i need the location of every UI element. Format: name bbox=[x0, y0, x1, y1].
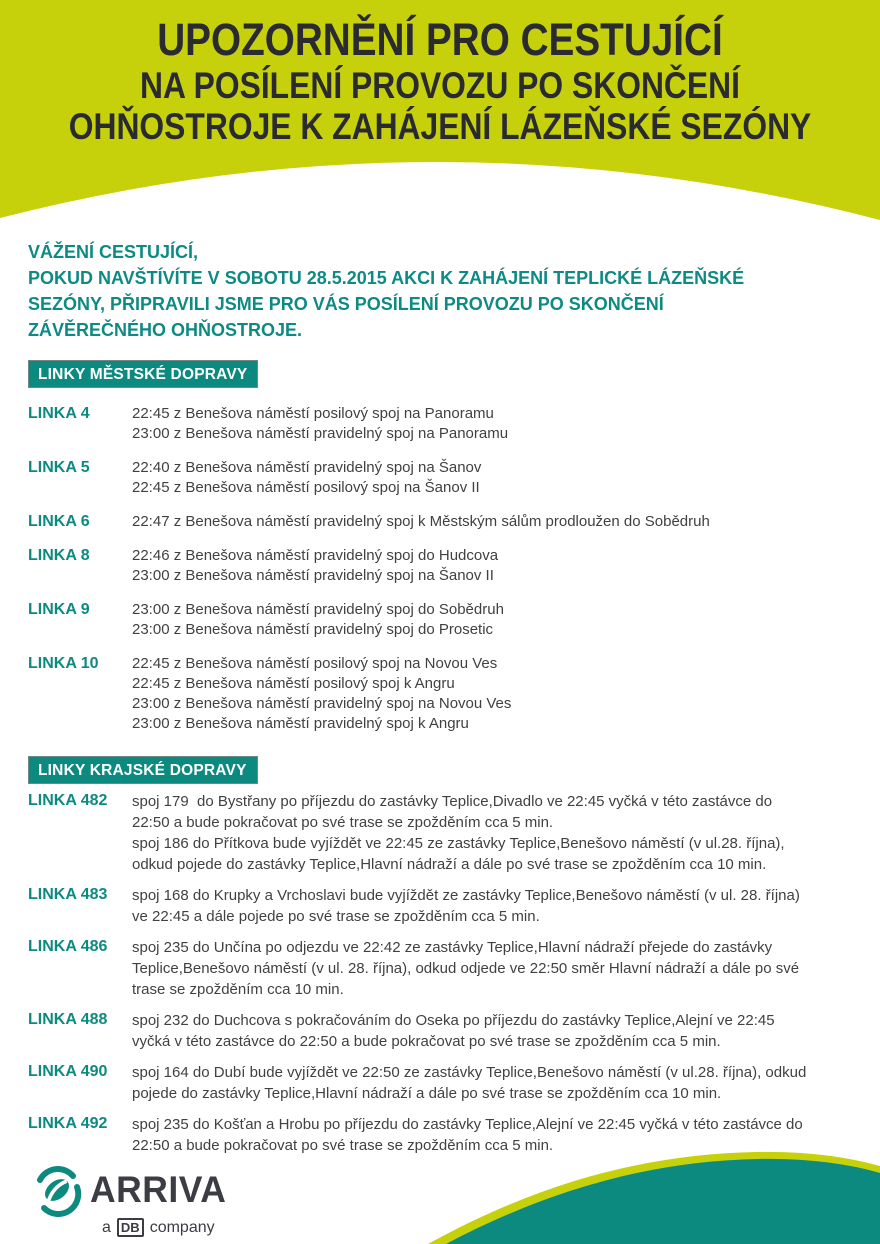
departure-line: 22:46 z Benešova náměstí pravidelný spoj do Hudcova bbox=[132, 547, 499, 564]
departures bbox=[132, 600, 880, 640]
departures bbox=[132, 512, 880, 532]
tagline-prefix: a bbox=[102, 1218, 111, 1236]
detail-line: spoj 235 do Unčína po odjezdu ve 22:42 ze zastávky Teplice,Hlavní nádraží přejede do zastávky bbox=[132, 939, 773, 956]
detail-line: pojede do zastávky Teplice,Hlavní nádraží a dále po své trase se zpožděním cca 10 min. bbox=[132, 1085, 722, 1102]
intro-line: VÁŽENÍ CESTUJÍCÍ, bbox=[28, 242, 199, 262]
line-number-label: LINKA 6 bbox=[28, 513, 90, 530]
departure-line: 22:47 z Benešova náměstí pravidelný spoj k Městským sálům prodloužen do Sobědruh bbox=[132, 513, 710, 530]
departures bbox=[132, 546, 880, 586]
table-row bbox=[28, 458, 880, 498]
departure-line: 22:45 z Benešova náměstí posilový spoj k Angru bbox=[132, 675, 455, 692]
departure-line: 23:00 z Benešova náměstí pravidelný spoj do Sobědruh bbox=[132, 601, 504, 618]
title-line-2: NA POSÍLENÍ PROVOZU PO SKONČENÍ bbox=[140, 65, 740, 106]
detail-line: 22:50 a bude pokračovat po své trase se zpožděním cca 5 min. bbox=[132, 1137, 554, 1154]
line-number-label: LINKA 490 bbox=[28, 1063, 108, 1080]
departure-line: 23:00 z Benešova náměstí pravidelný spoj na Novou Ves bbox=[132, 695, 512, 712]
title-line-1: UPOZORNĚNÍ PRO CESTUJÍCÍ bbox=[157, 14, 723, 65]
line-number-label: LINKA 488 bbox=[28, 1011, 108, 1028]
header-curve bbox=[0, 150, 880, 230]
departure-line: 23:00 z Benešova náměstí pravidelný spoj do Prosetic bbox=[132, 621, 494, 638]
table-row bbox=[28, 600, 880, 640]
db-logo-icon: DB bbox=[117, 1218, 144, 1237]
line-details bbox=[132, 1010, 880, 1052]
regional-lines-list bbox=[28, 791, 880, 1156]
detail-line: 22:50 a bude pokračovat po své trase se zpožděním cca 5 min. bbox=[132, 814, 554, 831]
detail-line: spoj 235 do Košťan a Hrobu po příjezdu do zastávky Teplice,Alejní ve 22:45 vyčká v této zastávce do bbox=[132, 1116, 803, 1133]
departures bbox=[132, 458, 880, 498]
page-title bbox=[0, 0, 880, 147]
detail-line: vyčká v této zastávce do 22:50 a bude pokračovat po své trase se zpožděním cca 5 min. bbox=[132, 1033, 721, 1050]
line-details bbox=[132, 791, 880, 875]
intro-line: ZÁVĚREČNÉHO OHŇOSTROJE. bbox=[28, 320, 303, 340]
arriva-logo-icon bbox=[30, 1163, 84, 1217]
table-row bbox=[28, 885, 880, 927]
line-details bbox=[132, 937, 880, 1000]
notice-body bbox=[0, 230, 880, 1156]
detail-line: trase se zpožděním cca 10 min. bbox=[132, 981, 344, 998]
departure-line: 22:40 z Benešova náměstí pravidelný spoj na Šanov bbox=[132, 459, 482, 476]
intro-paragraph bbox=[28, 239, 880, 343]
title-line-3: OHŇOSTROJE K ZAHÁJENÍ LÁZEŇSKÉ SEZÓNY bbox=[68, 106, 812, 147]
table-row bbox=[28, 937, 880, 1000]
line-number-label: LINKA 5 bbox=[28, 459, 90, 476]
table-row bbox=[28, 791, 880, 875]
db-company-tagline bbox=[102, 1218, 330, 1237]
detail-line: Teplice,Benešovo náměstí (v ul. 28. října), odkud odjede ve 22:50 směr Hlavní nádraží a dále po své bbox=[132, 960, 800, 977]
table-row bbox=[28, 512, 880, 532]
detail-line: odkud pojede do zastávky Teplice,Hlavní nádraží a dále po své trase se zpožděním cca 10 min. bbox=[132, 856, 767, 873]
header-banner bbox=[0, 0, 880, 230]
arriva-wordmark: ARRIVA bbox=[90, 1169, 227, 1210]
detail-line: spoj 168 do Krupky a Vrchoslavi bude vyjíždět ze zastávky Teplice,Benešovo náměstí (v ul. 28. října) bbox=[132, 887, 800, 904]
line-details bbox=[132, 885, 880, 927]
arriva-brand bbox=[30, 1163, 330, 1237]
departures bbox=[132, 404, 880, 444]
line-details bbox=[132, 1062, 880, 1104]
intro-line: POKUD NAVŠTÍVÍTE V SOBOTU 28.5.2015 AKCI K ZAHÁJENÍ TEPLICKÉ LÁZEŇSKÉ bbox=[28, 268, 745, 288]
departure-line: 23:00 z Benešova náměstí pravidelný spoj k Angru bbox=[132, 715, 469, 732]
tagline-suffix: company bbox=[149, 1218, 215, 1236]
detail-line: spoj 164 do Dubí bude vyjíždět ve 22:50 ze zastávky Teplice,Benešovo náměstí (v ul.28. října), odkud bbox=[132, 1064, 807, 1081]
line-number-label: LINKA 492 bbox=[28, 1115, 108, 1132]
line-number-label: LINKA 482 bbox=[28, 792, 108, 809]
line-number-label: LINKA 10 bbox=[28, 655, 99, 672]
table-row bbox=[28, 1010, 880, 1052]
line-number-label: LINKA 9 bbox=[28, 601, 90, 618]
intro-line: SEZÓNY, PŘIPRAVILI JSME PRO VÁS POSÍLENÍ PROVOZU PO SKONČENÍ bbox=[28, 294, 664, 314]
departure-line: 22:45 z Benešova náměstí posilový spoj na Novou Ves bbox=[132, 655, 498, 672]
line-number-label: LINKA 8 bbox=[28, 547, 90, 564]
table-row bbox=[28, 1062, 880, 1104]
departure-line: 22:45 z Benešova náměstí posilový spoj na Šanov II bbox=[132, 479, 480, 496]
detail-line: spoj 232 do Duchcova s pokračováním do Oseka po příjezdu do zastávky Teplice,Alejní ve 22:45 bbox=[132, 1012, 775, 1029]
departures bbox=[132, 654, 880, 734]
line-number-label: LINKA 486 bbox=[28, 938, 108, 955]
detail-line: spoj 186 do Přítkova bude vyjíždět ve 22:45 ze zastávky Teplice,Benešovo náměstí (v ul.28. října), bbox=[132, 835, 785, 852]
city-lines-list bbox=[28, 404, 880, 734]
line-number-label: LINKA 483 bbox=[28, 886, 108, 903]
detail-line: spoj 179 do Bystřany po příjezdu do zastávky Teplice,Divadlo ve 22:45 vyčká v této zastávce do bbox=[132, 793, 773, 810]
section-heading-regional-lines: LINKY KRAJSKÉ DOPRAVY bbox=[28, 756, 258, 784]
table-row bbox=[28, 404, 880, 444]
departure-line: 22:45 z Benešova náměstí posilový spoj na Panoramu bbox=[132, 405, 494, 422]
departure-line: 23:00 z Benešova náměstí pravidelný spoj na Panoramu bbox=[132, 425, 509, 442]
table-row bbox=[28, 654, 880, 734]
table-row bbox=[28, 546, 880, 586]
section-heading-city-lines: LINKY MĚSTSKÉ DOPRAVY bbox=[28, 360, 258, 388]
detail-line: ve 22:45 a dále pojede po své trase se zpožděním cca 5 min. bbox=[132, 908, 540, 925]
departure-line: 23:00 z Benešova náměstí pravidelný spoj na Šanov II bbox=[132, 567, 494, 584]
line-number-label: LINKA 4 bbox=[28, 405, 90, 422]
